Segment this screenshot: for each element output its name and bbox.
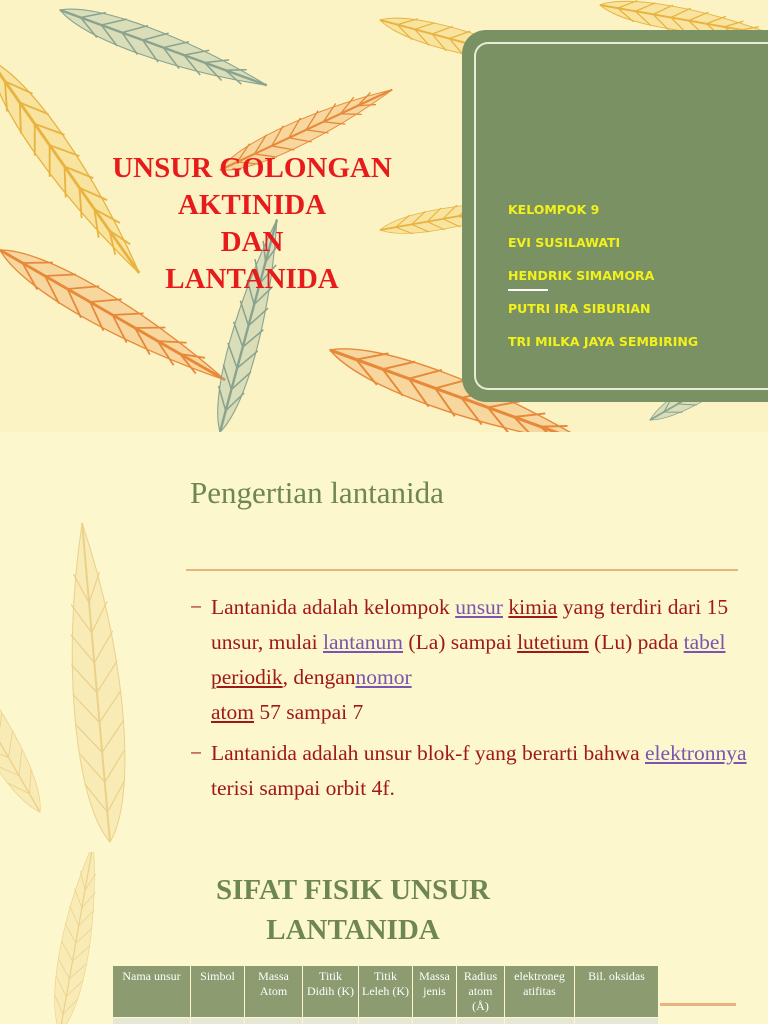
- title-line: AKTINIDA: [177, 189, 327, 221]
- column-header: Titik Didih (K): [303, 966, 359, 1018]
- link-elektronnya[interactable]: elektronnya: [645, 741, 747, 765]
- bullet-item: [190, 590, 750, 730]
- member-name: PUTRI IRA SIBURIAN: [508, 301, 651, 316]
- member-name: EVI SUSILAWATI: [508, 235, 621, 250]
- table-cell: [575, 1018, 659, 1024]
- section-heading: [180, 870, 526, 950]
- text: , dengan: [282, 665, 356, 689]
- column-header: elektroneg atifitas: [505, 966, 575, 1018]
- accent-bar: [660, 1003, 736, 1006]
- table-cell: [505, 1018, 575, 1024]
- link-periodik[interactable]: periodik: [211, 665, 283, 689]
- table-cell: [245, 1018, 303, 1024]
- column-header: Simbol: [191, 966, 245, 1018]
- column-header: Massa jenis: [413, 966, 457, 1018]
- link-tabel[interactable]: tabel: [683, 630, 726, 654]
- bullet-dash: −: [190, 741, 203, 765]
- text: (Lu) pada: [588, 630, 684, 654]
- divider: [508, 289, 548, 291]
- member-list: [508, 200, 698, 365]
- table-cell: [413, 1018, 457, 1024]
- table-cell: [303, 1018, 359, 1024]
- group-label: KELOMPOK 9: [508, 202, 600, 217]
- table: [112, 965, 658, 1024]
- bullet-list: [190, 590, 750, 812]
- link-kimia[interactable]: kimia: [508, 595, 558, 619]
- heading-line: LANTANIDA: [266, 914, 440, 946]
- table-row: [113, 1018, 659, 1024]
- link-nomor[interactable]: nomor: [355, 665, 412, 689]
- text: Lantanida adalah kelompok: [211, 595, 456, 619]
- column-header: Massa Atom: [245, 966, 303, 1018]
- link-lantanum[interactable]: lantanum: [323, 630, 404, 654]
- heading-divider: [186, 569, 738, 571]
- table-header-row: [113, 966, 659, 1018]
- link-unsur[interactable]: unsur: [455, 595, 503, 619]
- column-header: Radius atom (Å): [457, 966, 505, 1018]
- properties-table: [112, 965, 658, 1024]
- heading-line: SIFAT FISIK UNSUR: [216, 874, 490, 906]
- title-line: LANTANIDA: [165, 263, 339, 295]
- text: (La) sampai: [403, 630, 518, 654]
- title-slide: [0, 0, 768, 432]
- table-cell: [191, 1018, 245, 1024]
- section-heading: Pengertian lantanida: [190, 475, 444, 510]
- text: terisi sampai orbit 4f.: [211, 776, 395, 800]
- slide-title: [62, 150, 442, 298]
- text: 57 sampai 7: [254, 700, 364, 724]
- table-cell: [359, 1018, 413, 1024]
- table-cell: [457, 1018, 505, 1024]
- member-name: HENDRIK SIMAMORA: [508, 268, 655, 283]
- bullet-item: [190, 736, 750, 806]
- column-header: Nama unsur: [113, 966, 191, 1018]
- member-name: TRI MILKA JAYA SEMBIRING: [508, 334, 699, 349]
- link-atom[interactable]: atom: [211, 700, 254, 724]
- bullet-dash: −: [190, 595, 203, 619]
- title-line: UNSUR GOLONGAN: [112, 152, 392, 184]
- column-header: Bil. oksidas: [575, 966, 659, 1018]
- column-header: Titik Leleh (K): [359, 966, 413, 1018]
- link-lutetium[interactable]: lutetium: [517, 630, 589, 654]
- text: yang terdiri dari 15 unsur, mulai: [211, 595, 729, 654]
- table-cell: [113, 1018, 191, 1024]
- title-line: DAN: [220, 226, 284, 258]
- text: Lantanida adalah unsur blok-f yang berarti bahwa: [211, 741, 646, 765]
